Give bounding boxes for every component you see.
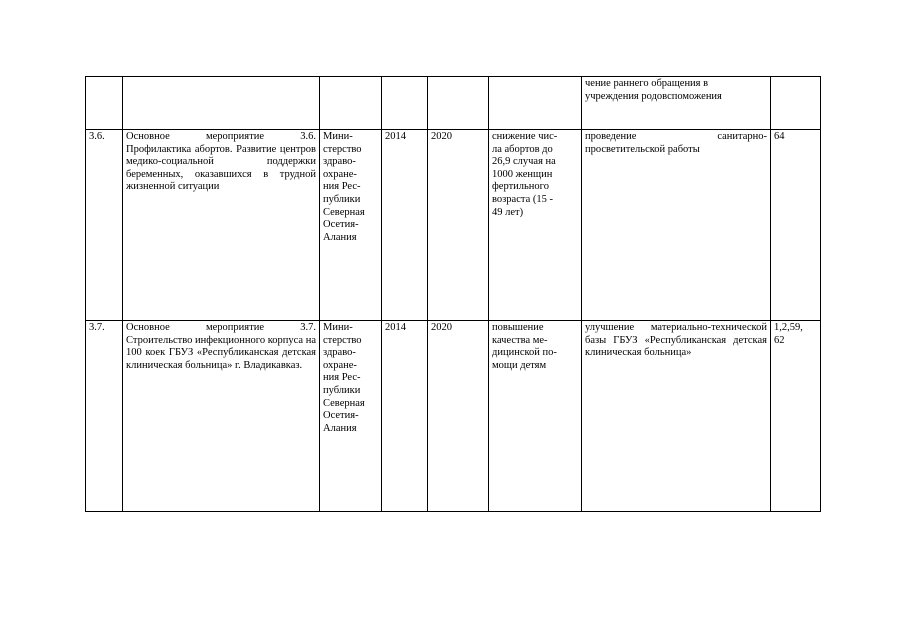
event-cell [123, 77, 320, 130]
table-row [86, 321, 821, 512]
reference-cell: 1,2,59, 62 [771, 321, 821, 512]
program-table [85, 76, 821, 512]
indicator-cell: снижение чис- ла абортов до 26,9 случая на 1000 женщин фертильного возраста (15 - 49 лет) [489, 130, 582, 321]
row-number: 3.6. [86, 130, 123, 321]
executor-cell: Мини- стерство здраво- охране- ния Рес- публики Северная Осетия- Алания [320, 130, 382, 321]
reference-cell [771, 77, 821, 130]
end-year-cell: 2020 [428, 130, 489, 321]
table-row [86, 77, 821, 130]
executor-cell [320, 77, 382, 130]
indicator-cell: повышение качества ме- дицинской по- мощи детям [489, 321, 582, 512]
row-number: 3.7. [86, 321, 123, 512]
relation-cell: чение раннего обращения в учреждения родовспоможения [582, 77, 771, 130]
start-year-cell [382, 77, 428, 130]
reference-cell: 64 [771, 130, 821, 321]
event-cell: Основное мероприятие 3.7. Строительство инфекционного корпуса на 100 коек ГБУЗ «Республиканская детская клиническая больница» г. Владикавказ. [123, 321, 320, 512]
row-number [86, 77, 123, 130]
end-year-cell [428, 77, 489, 130]
start-year-cell: 2014 [382, 321, 428, 512]
table-row [86, 130, 821, 321]
end-year-cell: 2020 [428, 321, 489, 512]
executor-cell: Мини- стерство здраво- охране- ния Рес- публики Северная Осетия- Алания [320, 321, 382, 512]
indicator-cell [489, 77, 582, 130]
relation-cell: проведение санитарно-просветительской работы [582, 130, 771, 321]
relation-cell: улучшение материально-технической базы ГБУЗ «Республиканская детская клиническая больница» [582, 321, 771, 512]
start-year-cell: 2014 [382, 130, 428, 321]
event-cell: Основное мероприятие 3.6. Профилактика абортов. Развитие центров медико-социальной поддержки беременных, оказавшихся в трудной жизненной ситуации [123, 130, 320, 321]
